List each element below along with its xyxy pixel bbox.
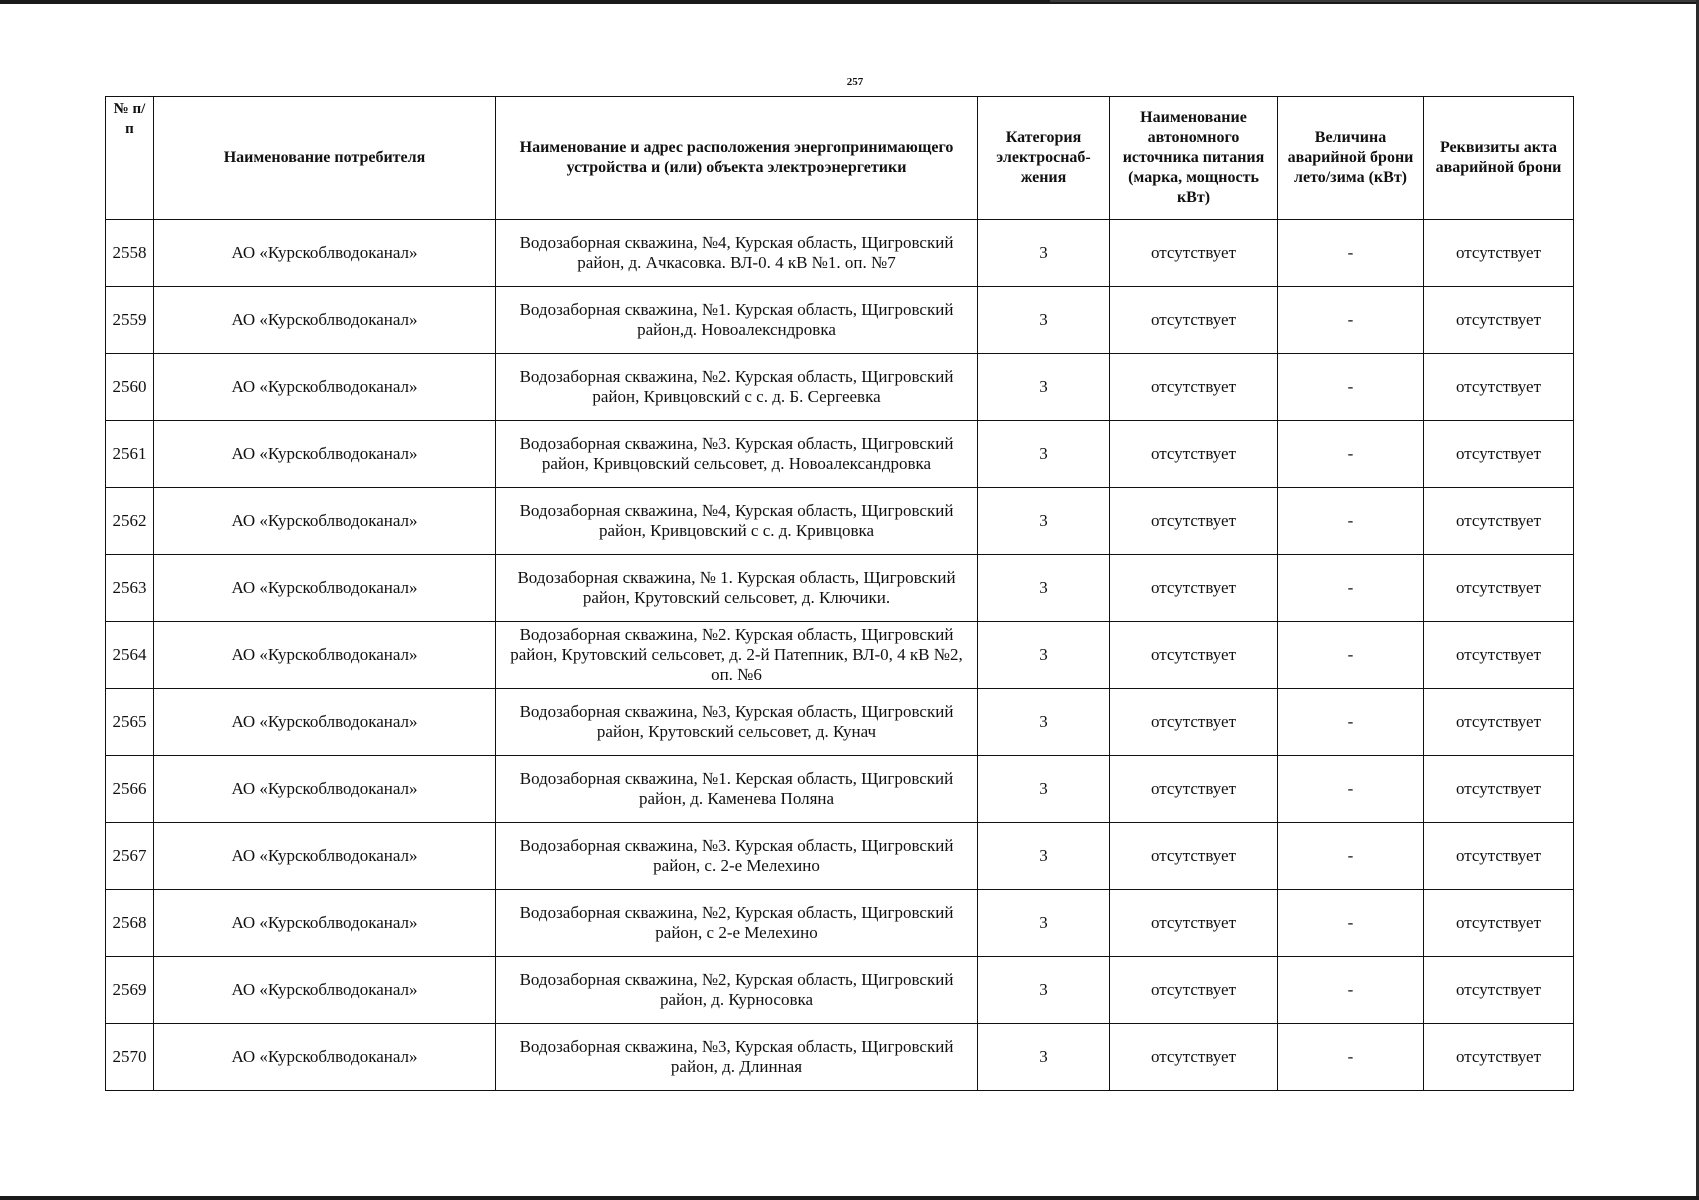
- cell-act: отсутствует: [1424, 287, 1574, 354]
- cell-category: 3: [978, 823, 1110, 890]
- cell-address: Водозаборная скважина, №3. Курская область, Щигровский район, с. 2-е Мелехино: [496, 823, 978, 890]
- table-header: [106, 97, 1574, 220]
- cell-act: отсутствует: [1424, 689, 1574, 756]
- cell-reserve: -: [1278, 823, 1424, 890]
- cell-category: 3: [978, 488, 1110, 555]
- cell-act: отсутствует: [1424, 890, 1574, 957]
- cell-category: 3: [978, 220, 1110, 287]
- cell-reserve: -: [1278, 488, 1424, 555]
- cell-address: Водозаборная скважина, №2. Курская область, Щигровский район, Крутовский сельсовет, д. 2-й Патепник, ВЛ-0, 4 кВ №2, оп. №6: [496, 622, 978, 689]
- cell-category: 3: [978, 287, 1110, 354]
- cell-consumer: АО «Курскоблводоканал»: [154, 1024, 496, 1091]
- table-row: [106, 957, 1574, 1024]
- table-row: [106, 1024, 1574, 1091]
- cell-consumer: АО «Курскоблводоканал»: [154, 354, 496, 421]
- cell-address: Водозаборная скважина, №3, Курская область, Щигровский район, д. Длинная: [496, 1024, 978, 1091]
- cell-num: 2567: [106, 823, 154, 890]
- cell-reserve: -: [1278, 756, 1424, 823]
- header-row: [106, 97, 1574, 220]
- cell-act: отсутствует: [1424, 622, 1574, 689]
- cell-consumer: АО «Курскоблводоканал»: [154, 555, 496, 622]
- cell-address: Водозаборная скважина, №3. Курская область, Щигровский район, Кривцовский сельсовет, д. Новоалександровка: [496, 421, 978, 488]
- cell-consumer: АО «Курскоблводоканал»: [154, 488, 496, 555]
- cell-reserve: -: [1278, 622, 1424, 689]
- cell-consumer: АО «Курскоблводоканал»: [154, 287, 496, 354]
- header-num: № п/п: [106, 97, 154, 220]
- table-row: [106, 421, 1574, 488]
- table-row: [106, 555, 1574, 622]
- scan-edge-top-thin: [1050, 0, 1699, 2]
- cell-num: 2559: [106, 287, 154, 354]
- cell-act: отсутствует: [1424, 354, 1574, 421]
- cell-reserve: -: [1278, 957, 1424, 1024]
- cell-source: отсутствует: [1110, 957, 1278, 1024]
- table-row: [106, 823, 1574, 890]
- cell-act: отсутствует: [1424, 1024, 1574, 1091]
- cell-consumer: АО «Курскоблводоканал»: [154, 756, 496, 823]
- cell-reserve: -: [1278, 220, 1424, 287]
- header-act: Реквизиты акта аварийной брони: [1424, 97, 1574, 220]
- cell-source: отсутствует: [1110, 756, 1278, 823]
- cell-num: 2565: [106, 689, 154, 756]
- consumer-table: [105, 96, 1574, 1091]
- table-row: [106, 287, 1574, 354]
- page-number: 257: [846, 76, 864, 88]
- cell-consumer: АО «Курскоблводоканал»: [154, 421, 496, 488]
- cell-act: отсутствует: [1424, 957, 1574, 1024]
- cell-act: отсутствует: [1424, 555, 1574, 622]
- cell-act: отсутствует: [1424, 756, 1574, 823]
- cell-reserve: -: [1278, 555, 1424, 622]
- cell-address: Водозаборная скважина, №3, Курская область, Щигровский район, Крутовский сельсовет, д. Кунач: [496, 689, 978, 756]
- cell-consumer: АО «Курскоблводоканал»: [154, 622, 496, 689]
- cell-category: 3: [978, 421, 1110, 488]
- cell-num: 2563: [106, 555, 154, 622]
- header-category: Категория электроснаб-жения: [978, 97, 1110, 220]
- cell-source: отсутствует: [1110, 220, 1278, 287]
- table-row: [106, 354, 1574, 421]
- header-reserve: Величина аварийной брони лето/зима (кВт): [1278, 97, 1424, 220]
- cell-consumer: АО «Курскоблводоканал»: [154, 890, 496, 957]
- scan-edge-bottom: [0, 1196, 1699, 1200]
- cell-address: Водозаборная скважина, №4, Курская область, Щигровский район, д. Ачкасовка. ВЛ-0. 4 кВ №1. оп. №7: [496, 220, 978, 287]
- table-row: [106, 689, 1574, 756]
- cell-category: 3: [978, 689, 1110, 756]
- cell-num: 2561: [106, 421, 154, 488]
- cell-act: отсутствует: [1424, 220, 1574, 287]
- header-consumer: Наименование потребителя: [154, 97, 496, 220]
- cell-num: 2568: [106, 890, 154, 957]
- cell-category: 3: [978, 957, 1110, 1024]
- cell-reserve: -: [1278, 689, 1424, 756]
- cell-category: 3: [978, 756, 1110, 823]
- cell-source: отсутствует: [1110, 689, 1278, 756]
- table-row: [106, 488, 1574, 555]
- cell-num: 2570: [106, 1024, 154, 1091]
- cell-address: Водозаборная скважина, №1. Курская область, Щигровский район,д. Новоалексндровка: [496, 287, 978, 354]
- cell-source: отсутствует: [1110, 287, 1278, 354]
- cell-source: отсутствует: [1110, 488, 1278, 555]
- table-body: [106, 220, 1574, 1091]
- cell-num: 2564: [106, 622, 154, 689]
- cell-act: отсутствует: [1424, 421, 1574, 488]
- cell-source: отсутствует: [1110, 622, 1278, 689]
- cell-category: 3: [978, 555, 1110, 622]
- cell-category: 3: [978, 1024, 1110, 1091]
- cell-category: 3: [978, 354, 1110, 421]
- cell-source: отсутствует: [1110, 823, 1278, 890]
- cell-reserve: -: [1278, 1024, 1424, 1091]
- cell-address: Водозаборная скважина, № 1. Курская область, Щигровский район, Крутовский сельсовет, д. Ключики.: [496, 555, 978, 622]
- cell-address: Водозаборная скважина, №2. Курская область, Щигровский район, Кривцовский с с. д. Б. Сергеевка: [496, 354, 978, 421]
- cell-num: 2569: [106, 957, 154, 1024]
- header-source: Наименование автономного источника питания (марка, мощность кВт): [1110, 97, 1278, 220]
- cell-num: 2560: [106, 354, 154, 421]
- cell-num: 2566: [106, 756, 154, 823]
- header-object: Наименование и адрес расположения энергопринимающего устройства и (или) объекта электроэнергетики: [496, 97, 978, 220]
- table-row: [106, 890, 1574, 957]
- cell-consumer: АО «Курскоблводоканал»: [154, 823, 496, 890]
- cell-consumer: АО «Курскоблводоканал»: [154, 220, 496, 287]
- cell-act: отсутствует: [1424, 488, 1574, 555]
- cell-reserve: -: [1278, 421, 1424, 488]
- cell-act: отсутствует: [1424, 823, 1574, 890]
- cell-source: отсутствует: [1110, 890, 1278, 957]
- table-row: [106, 220, 1574, 287]
- cell-address: Водозаборная скважина, №1. Керская область, Щигровский район, д. Каменева Поляна: [496, 756, 978, 823]
- cell-address: Водозаборная скважина, №2, Курская область, Щигровский район, д. Курносовка: [496, 957, 978, 1024]
- cell-consumer: АО «Курскоблводоканал»: [154, 689, 496, 756]
- cell-address: Водозаборная скважина, №2, Курская область, Щигровский район, с 2-е Мелехино: [496, 890, 978, 957]
- cell-num: 2558: [106, 220, 154, 287]
- cell-source: отсутствует: [1110, 1024, 1278, 1091]
- cell-category: 3: [978, 890, 1110, 957]
- cell-address: Водозаборная скважина, №4, Курская область, Щигровский район, Кривцовский с с. д. Кривцовка: [496, 488, 978, 555]
- cell-reserve: -: [1278, 890, 1424, 957]
- cell-source: отсутствует: [1110, 354, 1278, 421]
- cell-num: 2562: [106, 488, 154, 555]
- table-row: [106, 756, 1574, 823]
- cell-source: отсутствует: [1110, 421, 1278, 488]
- cell-reserve: -: [1278, 287, 1424, 354]
- cell-source: отсутствует: [1110, 555, 1278, 622]
- cell-category: 3: [978, 622, 1110, 689]
- cell-reserve: -: [1278, 354, 1424, 421]
- table-row: [106, 622, 1574, 689]
- cell-consumer: АО «Курскоблводоканал»: [154, 957, 496, 1024]
